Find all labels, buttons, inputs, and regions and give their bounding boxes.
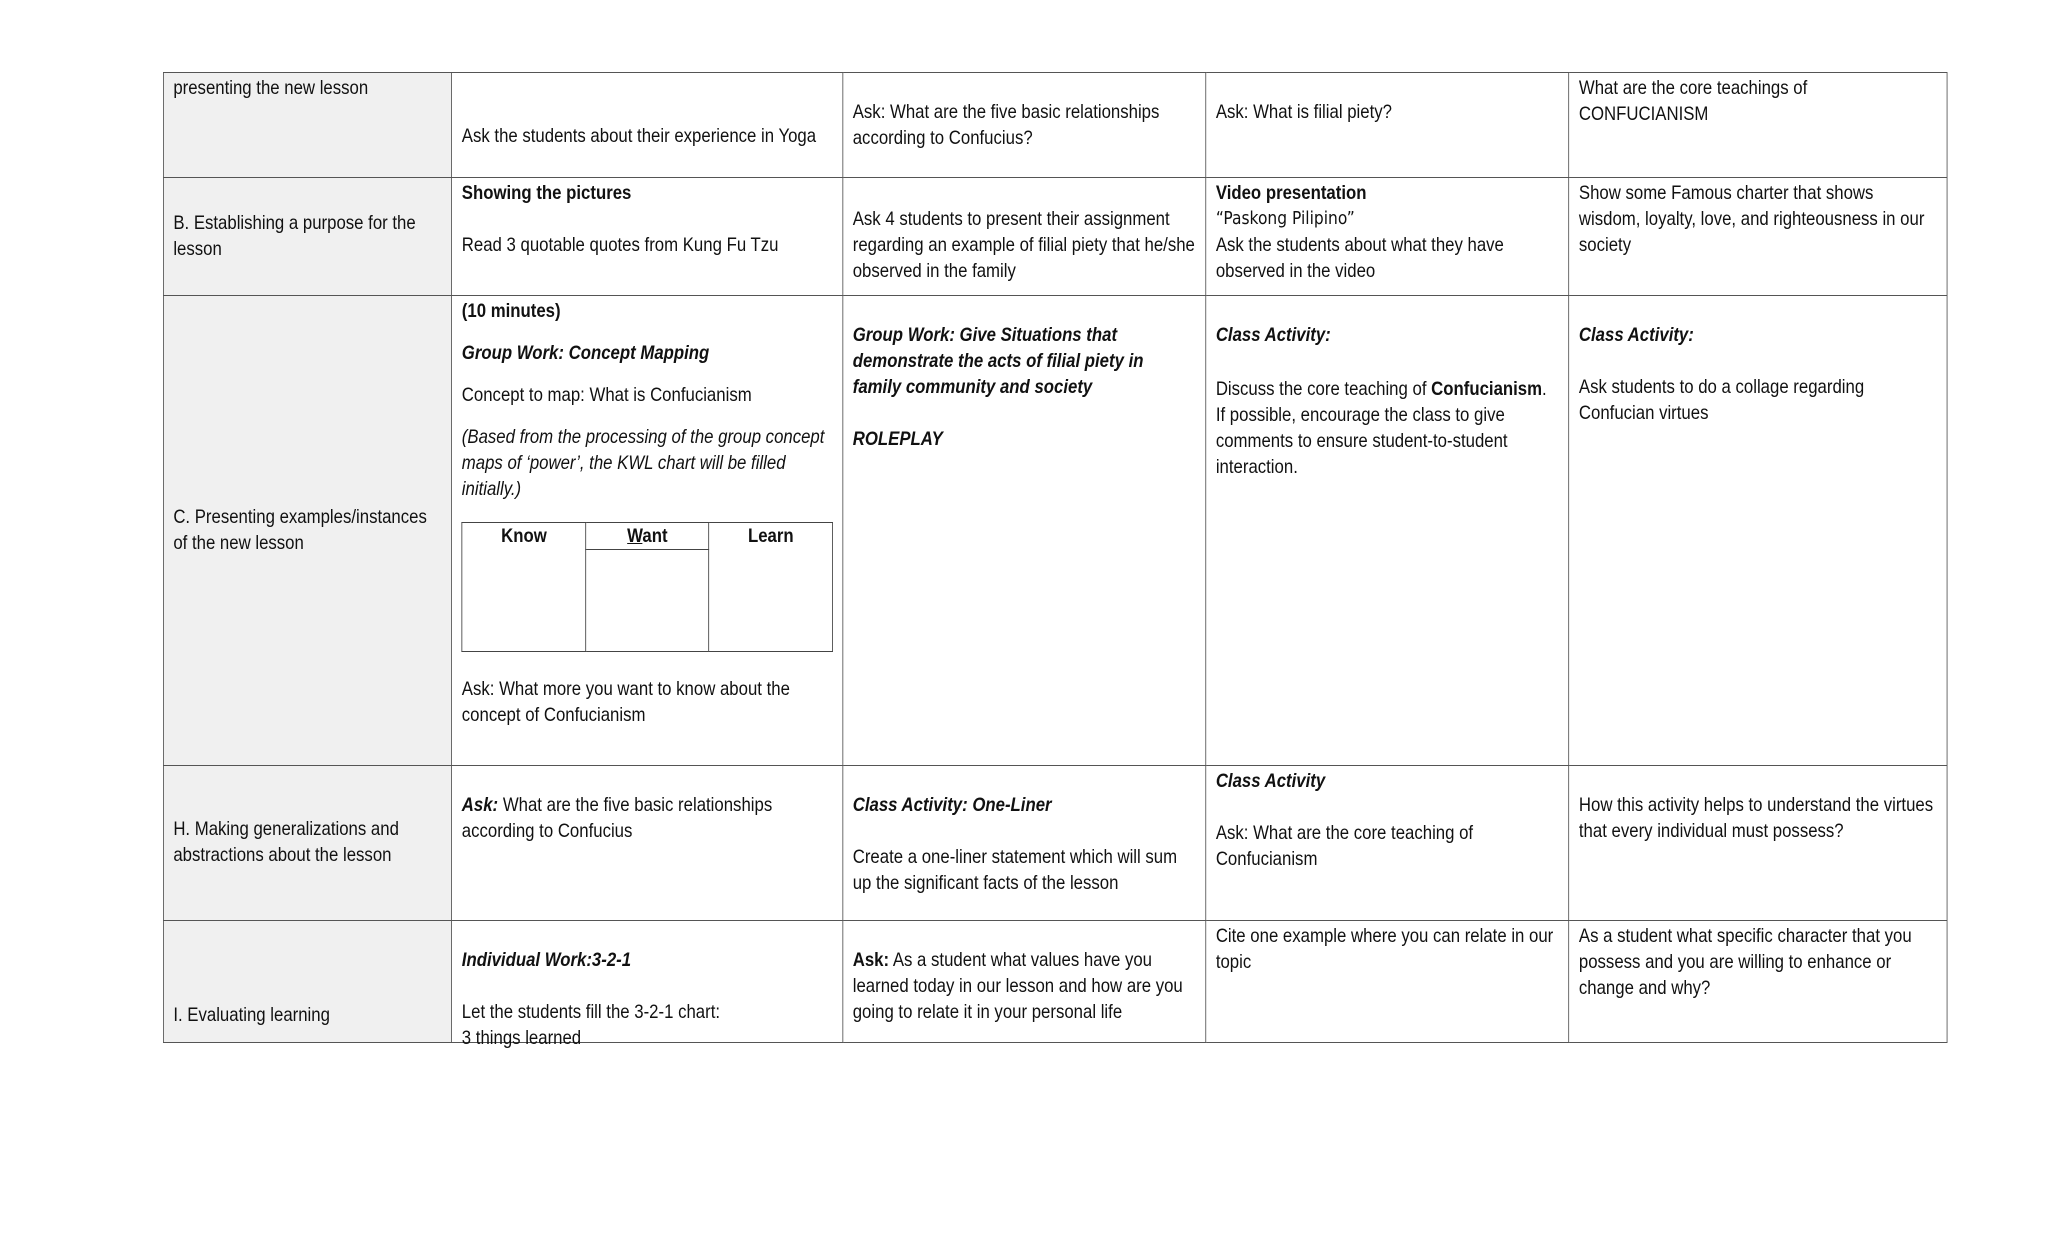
- cell-day4: What are the core teachings of CONFUCIANISM: [1569, 73, 1947, 178]
- cell-body: Read 3 quotable quotes from Kung Fu Tzu: [461, 234, 779, 256]
- activity-title: Class Activity:: [1578, 324, 1694, 346]
- cell-day3: [1206, 178, 1569, 296]
- cell-body: Ask students to do a collage regarding Confucian virtues: [1578, 376, 1865, 424]
- kwl-header-learn: Learn: [709, 523, 832, 652]
- cell-day2: [843, 296, 1206, 766]
- activity-title: Class Activity:: [1215, 324, 1331, 346]
- cell-day2: [843, 766, 1206, 921]
- cell-day4: Show some Famous charter that shows wisdom, loyalty, love, and righteousness in our society: [1569, 178, 1947, 296]
- row-generalizations: [163, 766, 1947, 921]
- cell-day1: Ask the students about their experience in Yoga: [452, 73, 843, 178]
- cell-body: Ask: What are the core teaching of Confucianism: [1215, 822, 1474, 870]
- row-label: C. Presenting examples/instances of the new lesson: [163, 296, 451, 766]
- row-label: H. Making generalizations and abstractions about the lesson: [163, 766, 451, 921]
- activity-title: Class Activity: One-Liner: [852, 794, 1052, 816]
- video-title: “Paskong Pilipino”: [1215, 208, 1355, 229]
- cell-day1: Ask: What are the five basic relationships according to Confucius: [452, 766, 843, 921]
- cell-day4: How this activity helps to understand the virtues that every individual must possess?: [1569, 766, 1947, 921]
- cell-day1: [452, 296, 843, 766]
- kwl-header-know: Know: [462, 523, 585, 652]
- cell-day3: Cite one example where you can relate in our topic: [1206, 921, 1569, 1043]
- activity-title: Group Work: Give Situations that demonstrate the acts of filial piety in family community and society: [852, 324, 1144, 398]
- activity-title: Individual Work:3-2-1: [461, 949, 632, 971]
- cell-day3: [1206, 296, 1569, 766]
- cell-day3: Ask: What is filial piety?: [1206, 73, 1569, 178]
- cell-body: Discuss the core teaching of Confucianism. If possible, encourage the class to give comments to ensure student-to-student interaction.: [1215, 378, 1547, 478]
- cell-day4: [1569, 296, 1947, 766]
- time-note: (10 minutes): [461, 300, 561, 322]
- activity-title: Class Activity: [1215, 770, 1326, 792]
- cell-day1: [452, 921, 843, 1049]
- lesson-plan-table: [163, 72, 1948, 1049]
- row-establishing-purpose: [163, 178, 1947, 296]
- row-presenting: [163, 73, 1947, 178]
- ask-text: Ask: What more you want to know about the concept of Confucianism: [461, 678, 790, 726]
- kwl-header-want: Want: [586, 523, 709, 550]
- chart-line: 3 things learned: [461, 1027, 582, 1049]
- cell-day2: Ask 4 students to present their assignment regarding an example of filial piety that he/she observed in the family: [843, 178, 1206, 296]
- cell-title: Showing the pictures: [461, 182, 632, 204]
- cell-day2: Ask: As a student what values have you learned today in our lesson and how are you going to relate it in your personal life: [843, 921, 1206, 1043]
- note-text: (Based from the processing of the group concept maps of ‘power’, the KWL chart will be filled initially.): [461, 426, 825, 500]
- cell-day2: Ask: What are the five basic relationships according to Confucius?: [843, 73, 1206, 178]
- kwl-want-cell: [586, 550, 709, 652]
- cell-day4: As a student what specific character that you possess and you are willing to enhance or change and why?: [1569, 921, 1947, 1043]
- cell-body: Let the students fill the 3-2-1 chart:: [461, 1001, 721, 1023]
- row-label: presenting the new lesson: [163, 73, 451, 178]
- row-label: B. Establishing a purpose for the lesson: [163, 178, 451, 296]
- roleplay-label: ROLEPLAY: [852, 428, 943, 450]
- cell-body: Ask the students about what they have observed in the video: [1215, 234, 1504, 282]
- cell-day3: [1206, 766, 1569, 921]
- concept-text: Concept to map: What is Confucianism: [461, 384, 752, 406]
- activity-title: Group Work: Concept Mapping: [461, 342, 710, 364]
- row-evaluating: [163, 921, 1947, 1043]
- row-label: I. Evaluating learning: [163, 921, 451, 1043]
- cell-title: Video presentation: [1215, 182, 1367, 204]
- row-presenting-examples: [163, 296, 1947, 766]
- kwl-chart: [462, 522, 833, 652]
- cell-day1: [452, 178, 843, 296]
- cell-body: Create a one-liner statement which will sum up the significant facts of the lesson: [852, 846, 1178, 894]
